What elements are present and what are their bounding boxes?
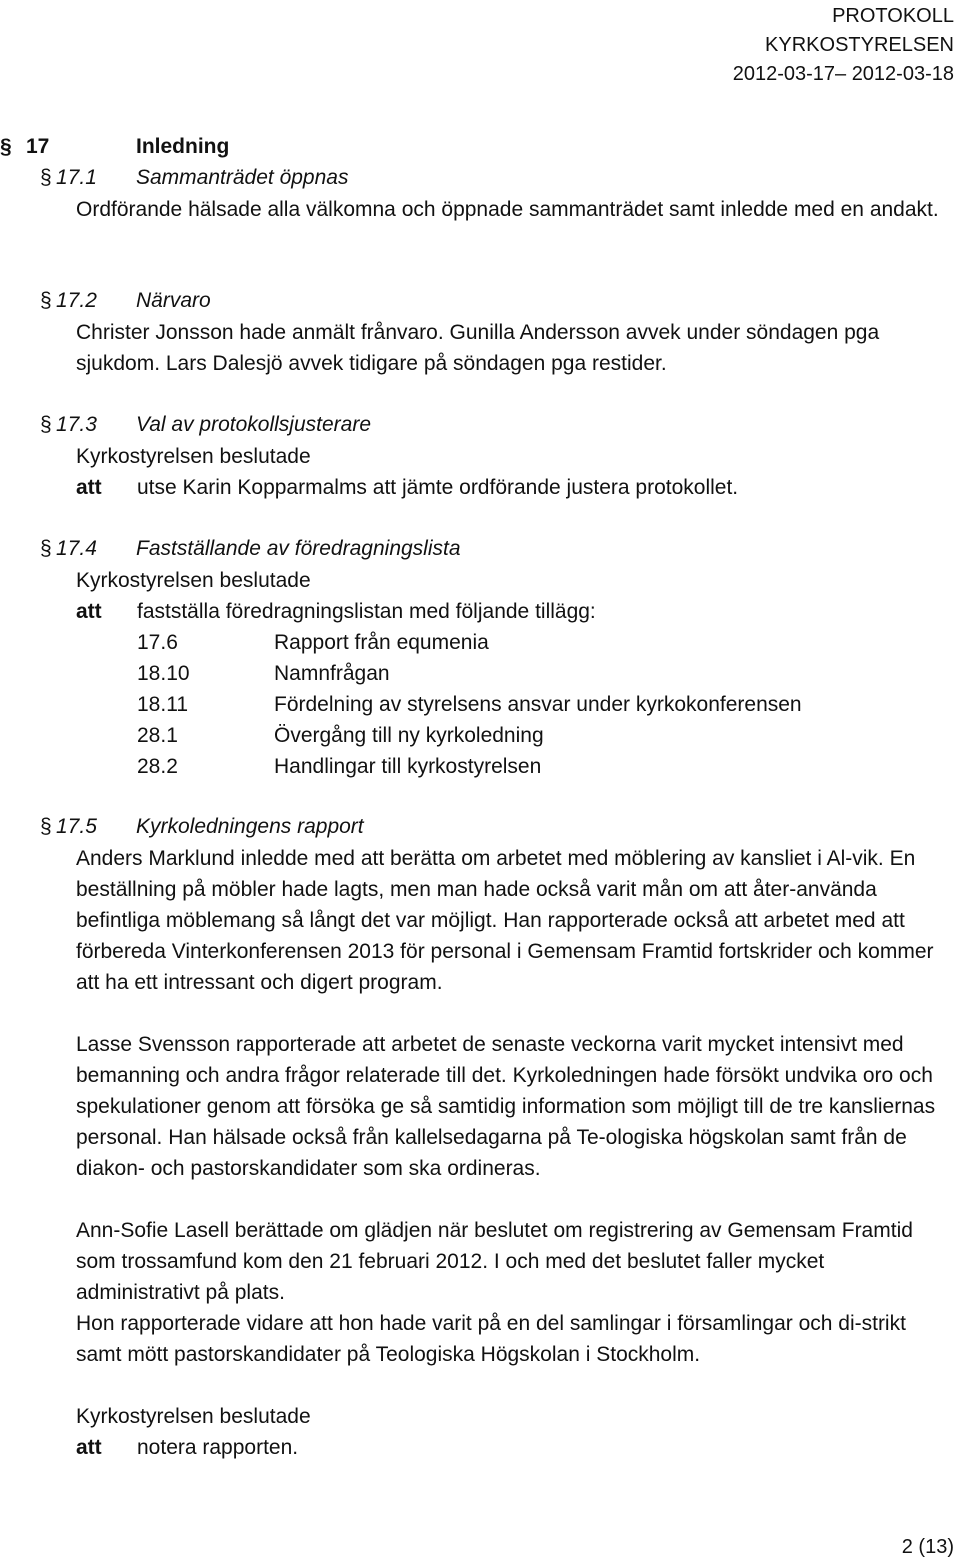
paragraph: Christer Jonsson hade anmält frånvaro. Gunilla Andersson avvek under söndagen pga sjukdom. Lars Dalesjö avvek tidigare på söndagen pga restider. xyxy=(76,321,880,375)
paragraph: Lasse Svensson rapporterade att arbetet de senaste veckorna varit mycket intensivt med bemanning och andra frågor relaterade till det. Kyrkoledningen hade försökt undvika oro och spekulationer genom att försöka ge så samtidig information som möjligt till de tre kansliernas personal. Han hälsade också från kallelsedagarna på Te-ologiska högskolan samt från de diakon- och pastorskandidater som ska ordineras. xyxy=(76,1033,936,1180)
agenda-item xyxy=(76,627,956,658)
paragraph: Ordförande hälsade alla välkomna och öppnade sammanträdet samt inledde med en andakt. xyxy=(76,198,939,221)
subsection-title: Kyrkoledningens rapport xyxy=(136,815,364,838)
att-text: notera rapporten. xyxy=(137,1436,299,1459)
header-date-range: 2012-03-17– 2012-03-18 xyxy=(732,63,954,85)
att-clause xyxy=(76,1432,952,1463)
agenda-item-code: 18.10 xyxy=(137,662,190,685)
section-symbol: § xyxy=(0,135,12,158)
subsection-number: 17.5 xyxy=(56,815,97,838)
section-heading xyxy=(0,132,229,162)
att-keyword: att xyxy=(76,600,102,623)
subsection-title: Närvaro xyxy=(136,289,211,312)
subsection-17-5-body xyxy=(76,843,952,1463)
subsection-17-4-body xyxy=(76,565,956,782)
agenda-item xyxy=(76,689,956,720)
subsection-title: Val av protokollsjusterare xyxy=(136,413,371,436)
att-keyword: att xyxy=(76,1436,102,1459)
subsection-17-5-heading xyxy=(40,812,364,842)
subsection-17-1-body xyxy=(76,194,956,225)
agenda-item-code: 28.1 xyxy=(137,724,178,747)
subsection-title: Fastställande av föredragningslista xyxy=(136,537,461,560)
page-number: 2 (13) xyxy=(901,1536,954,1558)
section-symbol: § xyxy=(40,815,52,838)
agenda-item-text: Rapport från equmenia xyxy=(274,631,489,654)
section-title: Inledning xyxy=(136,135,230,158)
subsection-number: 17.3 xyxy=(56,413,97,436)
subsection-17-2-body xyxy=(76,317,956,379)
agenda-item xyxy=(76,658,956,689)
agenda-item xyxy=(76,720,956,751)
att-clause xyxy=(76,596,956,627)
section-symbol: § xyxy=(40,289,52,312)
subsection-number: 17.2 xyxy=(56,289,97,312)
section-symbol: § xyxy=(40,413,52,436)
agenda-item-code: 17.6 xyxy=(137,631,178,654)
att-keyword: att xyxy=(76,476,102,499)
agenda-item xyxy=(76,751,956,782)
paragraph: Anders Marklund inledde med att berätta om arbetet med möblering av kansliet i Al-vik. En beställning på möbler hade lagts, men man hade också varit mån om att åter-använda befintliga möblemang så långt det var möjligt. Han rapporterade också att arbetet med att förbereda Vinterkonferensen 2013 för personal i Gemensam Framtid fortskrider och kommer att ha ett intressant och digert program. xyxy=(76,847,934,994)
decision-line: Kyrkostyrelsen beslutade xyxy=(76,445,311,468)
header-organization: KYRKOSTYRELSEN xyxy=(765,34,954,56)
subsection-17-3-heading xyxy=(40,410,371,440)
page-header xyxy=(733,2,954,89)
section-number: 17 xyxy=(26,135,50,158)
subsection-17-4-heading xyxy=(40,534,461,564)
att-clause xyxy=(76,472,956,503)
subsection-17-2-heading xyxy=(40,286,211,316)
header-doc-type: PROTOKOLL xyxy=(832,5,954,27)
agenda-item-text: Fördelning av styrelsens ansvar under kyrkokonferensen xyxy=(274,693,802,716)
subsection-number: 17.4 xyxy=(56,537,97,560)
paragraph: Hon rapporterade vidare att hon hade varit på en del samlingar i församlingar och di-strikt samt mött pastorskandidater på Teologiska Högskolan i Stockholm. xyxy=(76,1312,906,1366)
att-text: utse Karin Kopparmalms att jämte ordförande justera protokollet. xyxy=(137,476,739,499)
section-symbol: § xyxy=(40,537,52,560)
section-symbol: § xyxy=(40,166,52,189)
decision-line: Kyrkostyrelsen beslutade xyxy=(76,1405,311,1428)
decision-line: Kyrkostyrelsen beslutade xyxy=(76,569,311,592)
agenda-item-text: Handlingar till kyrkostyrelsen xyxy=(274,755,542,778)
subsection-17-1-heading xyxy=(40,163,348,193)
subsection-number: 17.1 xyxy=(56,166,97,189)
agenda-item-text: Övergång till ny kyrkoledning xyxy=(274,724,544,747)
agenda-item-text: Namnfrågan xyxy=(274,662,390,685)
agenda-item-code: 28.2 xyxy=(137,755,178,778)
subsection-17-3-body xyxy=(76,441,956,503)
subsection-title: Sammanträdet öppnas xyxy=(136,166,349,189)
paragraph: Ann-Sofie Lasell berättade om glädjen när beslutet om registrering av Gemensam Framtid som trossamfund kom den 21 februari 2012. I och med det beslutet faller mycket administrativt på plats. xyxy=(76,1219,913,1304)
att-text: fastställa föredragningslistan med följande tillägg: xyxy=(137,600,596,623)
agenda-item-code: 18.11 xyxy=(137,693,188,716)
